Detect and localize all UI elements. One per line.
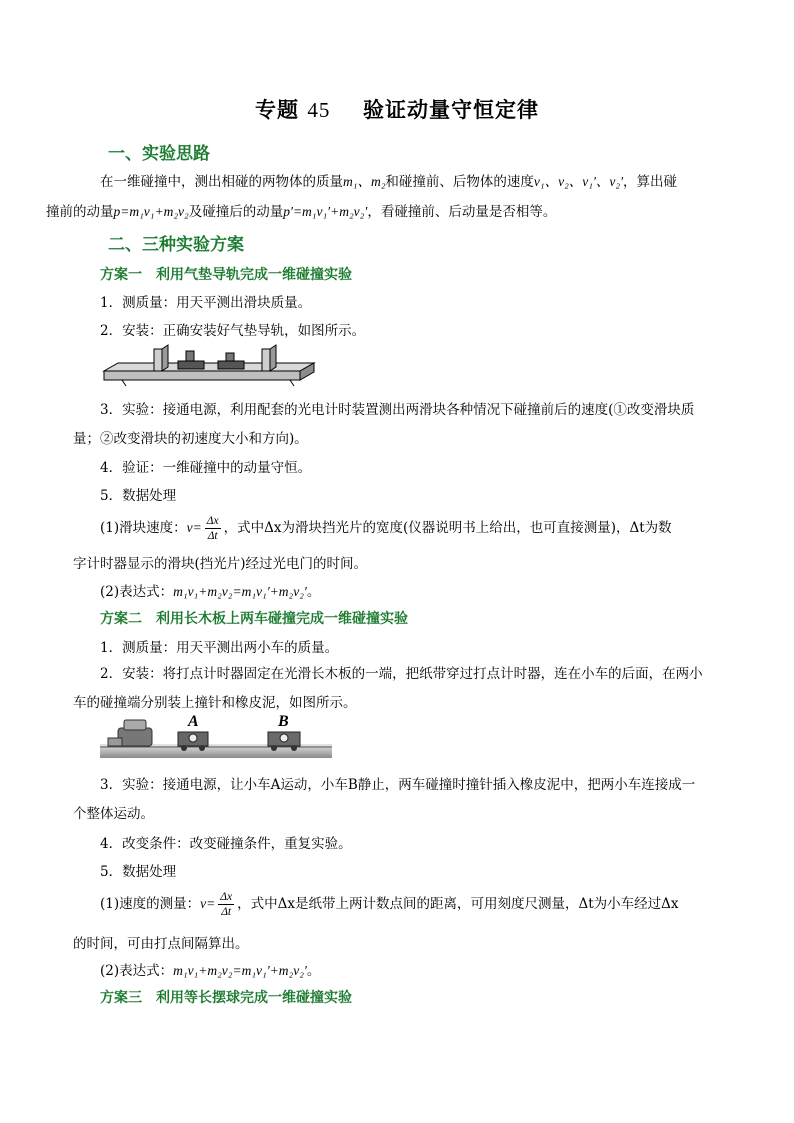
velocity-fraction-2: $\frac{\Delta x}{\Delta t}$ <box>220 891 233 918</box>
plan1-step4: 4．验证：一维碰撞中的动量守恒。 <box>100 460 312 476</box>
plan1-data1: (1)滑块速度：v= $\frac{\Delta x}{\Delta t}$ ，式中Δx为滑块挡光片的宽度(仪器说明书上给出，也可直接测量)，Δt为数 <box>100 515 672 542</box>
plan2-data1-cont: 的时间，可由打点间隔算出。 <box>73 936 249 952</box>
plan1-step2: 2．安装：正确安装好气垫导轨，如图所示。 <box>100 323 366 339</box>
plan2-step4: 4．改变条件：改变碰撞条件，重复实验。 <box>100 836 352 852</box>
plan2-data2: (2)表达式：m₁v₁+m₂v₂=m₁v₁′+m₂v₂′。 <box>100 963 321 979</box>
plan1-data1-cont: 字计时器显示的滑块(挡光片)经过光电门的时间。 <box>73 556 368 572</box>
cart-b-label: B <box>278 714 289 730</box>
plan3-heading: 方案三 利用等长摆球完成一维碰撞实验 <box>100 990 352 1006</box>
plan2-step3: 3．实验：接通电源，让小车A运动，小车B静止，两车碰撞时撞针插入橡皮泥中，把两小车连接成一 个整体运动。 <box>73 777 696 822</box>
air-track-figure <box>100 343 320 389</box>
plan1-heading: 方案一 利用气垫导轨完成一维碰撞实验 <box>100 267 352 283</box>
velocity-fraction: $\frac{\Delta x}{\Delta t}$ <box>206 515 219 542</box>
section-heading-2: 二、三种实验方案 <box>108 235 244 255</box>
plan2-step1: 1．测质量：用天平测出两小车的质量。 <box>100 640 339 656</box>
plan2-heading: 方案二 利用长木板上两车碰撞完成一维碰撞实验 <box>100 611 408 627</box>
page-title: 专题 45 验证动量守恒定律 <box>255 97 539 122</box>
plan2-step5: 5．数据处理 <box>100 864 177 880</box>
cart-a-label: A <box>188 714 199 730</box>
plan2-step2: 2．安装：将打点计时器固定在光滑长木板的一端，把纸带穿过打点计时器，连在小车的后面，在两小 车的碰撞端分别装上撞针和橡皮泥，如图所示。 <box>73 666 703 711</box>
plan1-step1: 1．测质量：用天平测出滑块质量。 <box>100 295 312 311</box>
paragraph-idea: 在一维碰撞中，测出相碰的两物体的质量m₁、m₂和碰撞前、后物体的速度v₁、v₂、v₁′、v₂′，算出碰 撞前的动量p=m₁v₁+m₂v₂及碰撞后的动量p′=m₁v₁′+m₂v₂′，看碰撞前、后动量是否相等。 <box>46 174 678 220</box>
section-heading-1: 一、实验思路 <box>108 144 210 164</box>
plan2-data1: (1)速度的测量：v= $\frac{\Delta x}{\Delta t}$ ，式中Δx是纸带上两计数点间的距离，可用刻度尺测量，Δt为小车经过Δx <box>100 891 679 918</box>
plan1-step5: 5．数据处理 <box>100 488 177 504</box>
plan1-data2: (2)表达式：m₁v₁+m₂v₂=m₁v₁′+m₂v₂′。 <box>100 584 321 600</box>
cart-collision-figure <box>100 714 332 764</box>
plan1-step3: 3．实验：接通电源，利用配套的光电计时装置测出两滑块各种情况下碰撞前后的速度(①改变滑块质 量；②改变滑块的初速度大小和方向)。 <box>73 402 695 447</box>
